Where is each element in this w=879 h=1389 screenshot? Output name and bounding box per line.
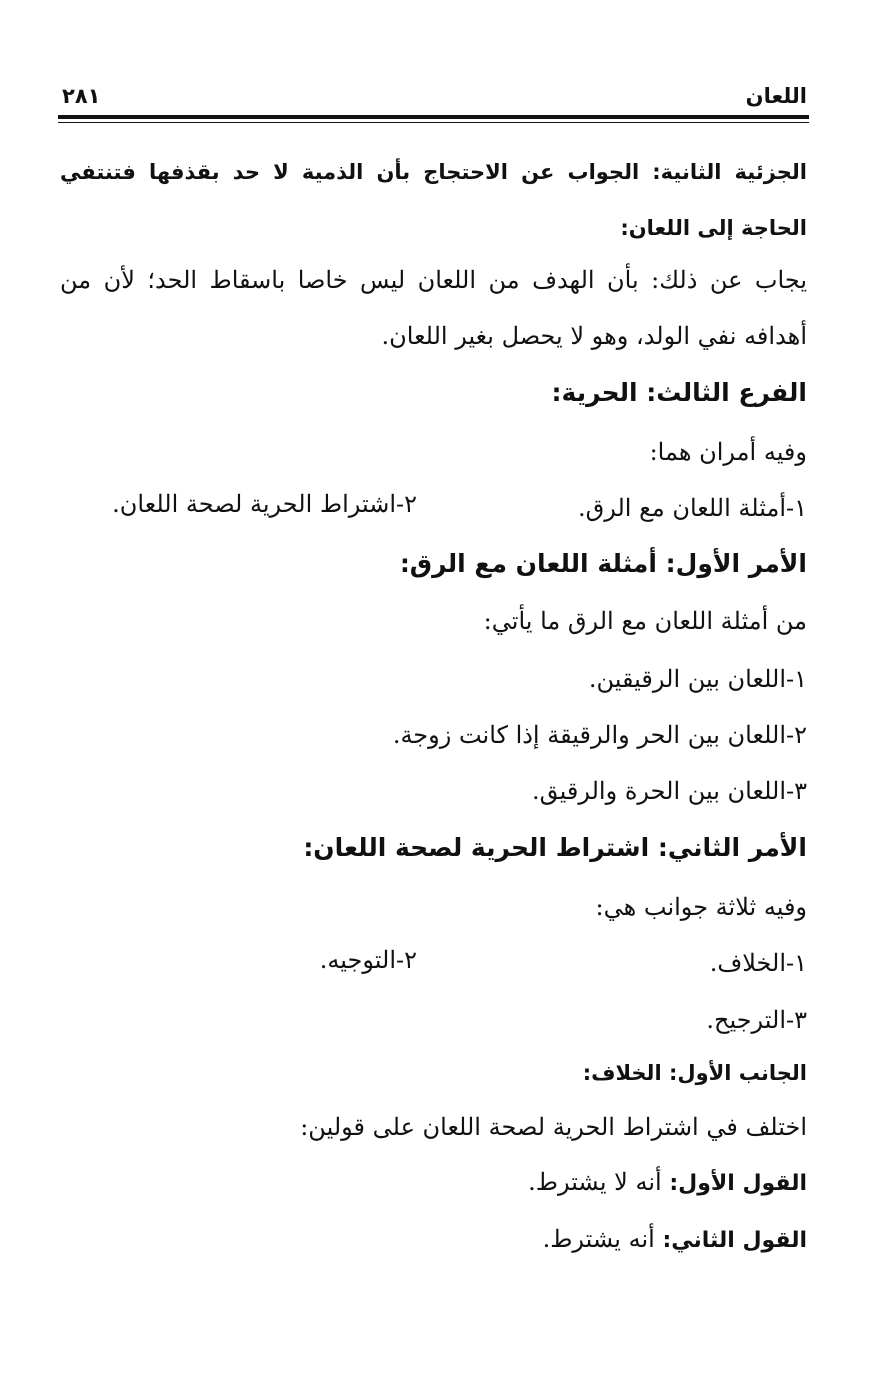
section2-title-line2: الحاجة إلى اللعان: xyxy=(620,216,807,240)
opinion2 xyxy=(543,1222,807,1258)
opinion2-text: أنه يشترط. xyxy=(542,1225,655,1253)
matter2-item-1: ١-الخلاف. xyxy=(709,949,807,977)
matter1-heading: الأمر الأول: أمثلة اللعان مع الرق: xyxy=(399,549,807,578)
matter1-item-1: ١-اللعان بين الرقيقين. xyxy=(588,665,807,693)
header-rule-thick xyxy=(58,115,809,119)
running-header-title: اللعان xyxy=(745,84,807,108)
aspect1-intro: اختلف في اشتراط الحرية لصحة اللعان على قولين: xyxy=(300,1113,807,1141)
matter1-intro: من أمثلة اللعان مع الرق ما يأتي: xyxy=(483,607,807,635)
branch3-item-2: ٢-اشتراط الحرية لصحة اللعان. xyxy=(112,490,417,518)
matter2-item-3: ٣-الترجيح. xyxy=(706,1006,807,1034)
matter1-item-3: ٣-اللعان بين الحرة والرقيق. xyxy=(532,777,807,805)
matter2-intro: وفيه ثلاثة جوانب هي: xyxy=(595,893,807,921)
matter1-item-2: ٢-اللعان بين الحر والرقيقة إذا كانت زوجة. xyxy=(392,721,807,749)
page-number: ٢٨١ xyxy=(62,84,101,108)
header-rule-thin xyxy=(58,122,809,123)
opinion2-label: القول الثاني: xyxy=(662,1228,807,1253)
branch3-item-1: ١-أمثلة اللعان مع الرق. xyxy=(577,494,807,522)
answer-line1: يجاب عن ذلك: بأن الهدف من اللعان ليس خاصا باسقاط الحد؛ لأن من xyxy=(60,266,807,294)
opinion1-label: القول الأول: xyxy=(669,1171,807,1196)
opinion1 xyxy=(528,1165,807,1201)
answer-line2: أهدافه نفي الولد، وهو لا يحصل بغير اللعان. xyxy=(381,322,807,350)
branch3-intro: وفيه أمران هما: xyxy=(649,438,807,466)
matter2-item-2: ٢-التوجيه. xyxy=(319,946,417,974)
aspect1-heading: الجانب الأول: الخلاف: xyxy=(582,1061,807,1085)
matter2-heading: الأمر الثاني: اشتراط الحرية لصحة اللعان: xyxy=(303,833,807,862)
opinion1-text: أنه لا يشترط. xyxy=(528,1168,662,1196)
branch3-heading: الفرع الثالث: الحرية: xyxy=(551,378,807,407)
section2-title-line1: الجزئية الثانية: الجواب عن الاحتجاج بأن الذمية لا حد بقذفها فتنتفي xyxy=(60,160,807,184)
